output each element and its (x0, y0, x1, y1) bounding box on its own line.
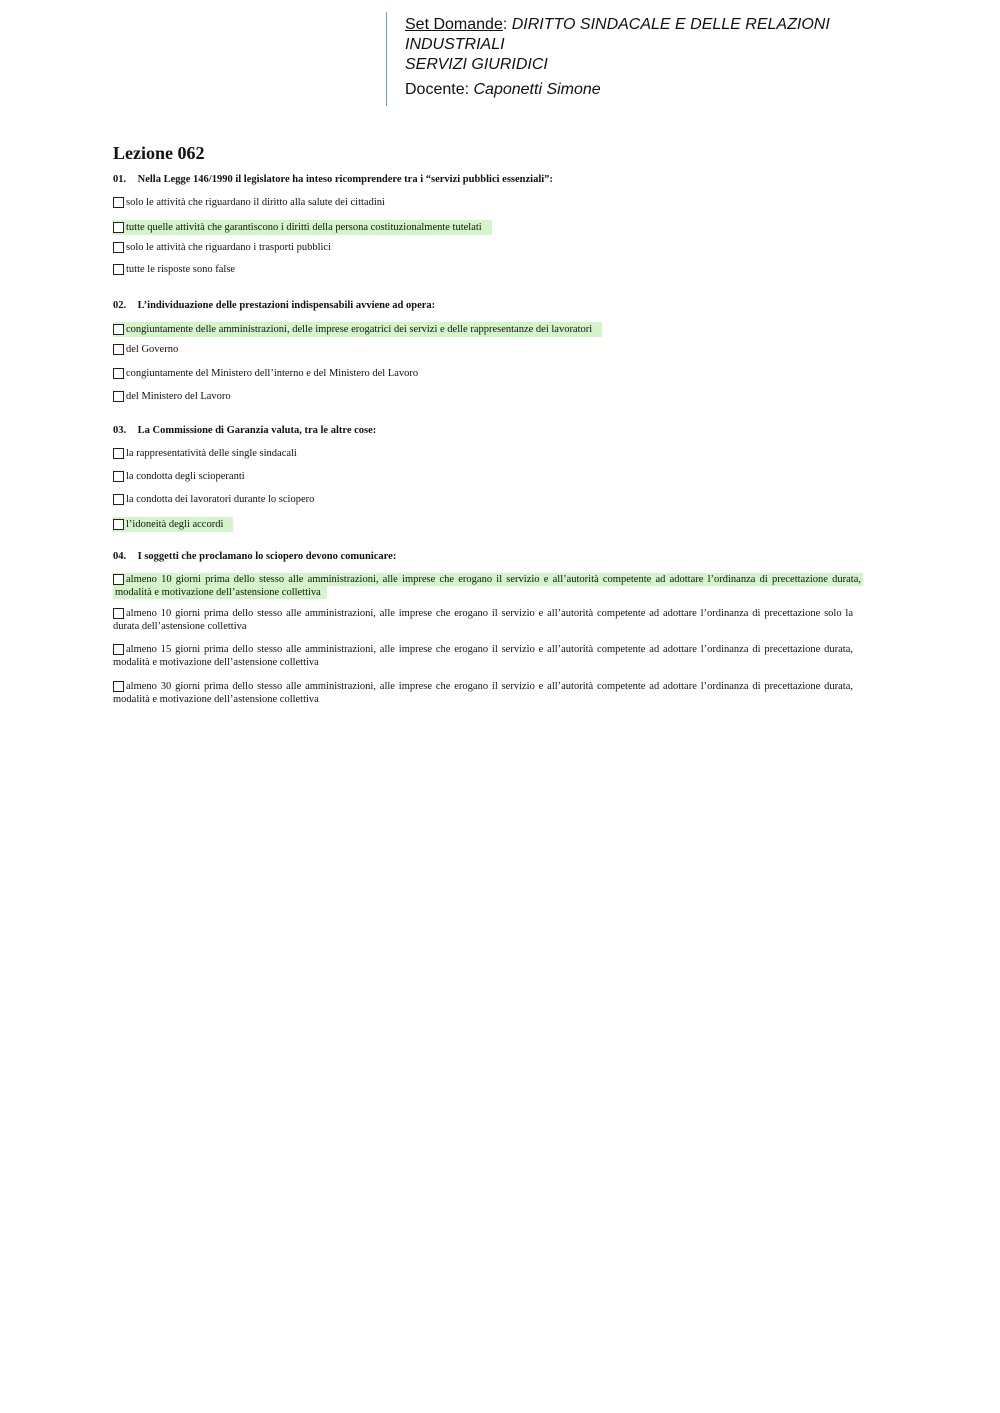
option-text: almeno 30 giorni prima dello stesso alle amministrazioni, alle imprese che erogano il servizio e all’autorità competente ad adottare l’ordinanza di precettazione durata, modalità e motivazione dell’astensione collettiva (113, 681, 853, 705)
option-text: congiuntamente del Ministero dell’interno e del Ministero del Lavoro (126, 368, 419, 379)
set-colon: : (502, 16, 508, 33)
question-04 (113, 551, 396, 562)
option-text-line1 (113, 573, 863, 586)
question-number: 03. (113, 425, 127, 436)
answer-option[interactable] (113, 367, 418, 380)
checkbox[interactable] (113, 391, 124, 402)
checkbox[interactable] (113, 519, 124, 530)
option-text: congiuntamente delle amministrazioni, delle imprese erogatrici dei servizi e delle rappresentanze dei lavoratori (126, 324, 593, 335)
checkbox[interactable] (113, 471, 124, 482)
course-title-line1: DIRITTO SINDACALE E DELLE RELAZIONI (511, 16, 830, 33)
option-text: almeno 15 giorni prima dello stesso alle amministrazioni, alle imprese che erogano il servizio e all’autorità competente ad adottare l’ordinanza di precettazione durata, modalità e motivazione dell’astensione collettiva (113, 644, 853, 668)
lesson-title: Lezione 062 (113, 143, 205, 163)
option-text: almeno 10 giorni prima dello stesso alle amministrazioni, alle imprese che erogano il servizio e all’autorità competente ad adottare l’ordinanza di precettazione durata, (126, 574, 861, 585)
checkbox[interactable] (113, 222, 124, 233)
option-text: tutte le risposte sono false (126, 264, 236, 275)
course-title-line2: INDUSTRIALI (405, 36, 505, 53)
answer-option[interactable] (113, 263, 235, 276)
option-text: solo le attività che riguardano i trasporti pubblici (126, 242, 331, 253)
checkbox[interactable] (113, 494, 124, 505)
option-text: del Governo (126, 344, 179, 355)
document-header (386, 12, 856, 106)
option-text: solo le attività che riguardano il diritto alla salute dei cittadini (126, 197, 385, 208)
question-text: L’individuazione delle prestazioni indispensabili avviene ad opera: (137, 300, 436, 311)
option-text: tutte quelle attività che garantiscono i diritti della persona costituzionalmente tutelati (126, 222, 482, 233)
checkbox[interactable] (113, 344, 124, 355)
question-text: Nella Legge 146/1990 il legislatore ha inteso ricomprendere tra i “servizi pubblici essenziali”: (137, 174, 553, 185)
checkbox[interactable] (113, 448, 124, 459)
answer-option[interactable] (113, 390, 231, 403)
checkbox[interactable] (113, 368, 124, 379)
checkbox[interactable] (113, 324, 124, 335)
option-text: del Ministero del Lavoro (126, 391, 231, 402)
answer-option-correct[interactable] (113, 573, 863, 599)
option-text: almeno 10 giorni prima dello stesso alle amministrazioni, alle imprese che erogano il servizio e all’autorità competente ad adottare l’ordinanza di precettazione solo la durata dell’astensione collettiva (113, 608, 853, 632)
answer-option[interactable] (113, 241, 331, 254)
docente-label: Docente: (405, 81, 470, 98)
question-03 (113, 425, 376, 436)
option-text: l’idoneità degli accordi (126, 519, 224, 530)
checkbox[interactable] (113, 681, 124, 692)
answer-option[interactable] (113, 470, 245, 483)
answer-option[interactable] (113, 643, 853, 669)
option-text: la rappresentatività delle single sindacali (126, 448, 297, 459)
docente-line (405, 80, 856, 100)
answer-option-correct[interactable] (113, 220, 492, 235)
answer-option-correct[interactable] (113, 517, 233, 532)
option-text: la condotta dei lavoratori durante lo sciopero (126, 494, 315, 505)
answer-option[interactable] (113, 493, 314, 506)
answer-option[interactable] (113, 343, 178, 356)
option-text: la condotta degli scioperanti (126, 471, 245, 482)
answer-option[interactable] (113, 680, 853, 706)
option-text-line2: modalità e motivazione dell’astensione collettiva (113, 586, 327, 599)
answer-option[interactable] (113, 607, 853, 633)
question-number: 04. (113, 551, 127, 562)
checkbox[interactable] (113, 264, 124, 275)
department-name: SERVIZI GIURIDICI (405, 56, 548, 73)
docente-name: Caponetti Simone (473, 81, 601, 98)
answer-option[interactable] (113, 196, 385, 209)
answer-option-correct[interactable] (113, 322, 602, 337)
question-text: La Commissione di Garanzia valuta, tra le altre cose: (137, 425, 377, 436)
course-line (405, 15, 856, 35)
checkbox[interactable] (113, 242, 124, 253)
question-number: 02. (113, 300, 127, 311)
checkbox[interactable] (113, 197, 124, 208)
answer-option[interactable] (113, 447, 297, 460)
question-02 (113, 300, 435, 311)
question-text: I soggetti che proclamano lo sciopero devono comunicare: (137, 551, 397, 562)
set-label: Set Domande (405, 16, 503, 33)
checkbox[interactable] (113, 608, 124, 619)
checkbox[interactable] (113, 574, 124, 585)
question-number: 01. (113, 174, 127, 185)
question-01 (113, 174, 553, 185)
checkbox[interactable] (113, 644, 124, 655)
